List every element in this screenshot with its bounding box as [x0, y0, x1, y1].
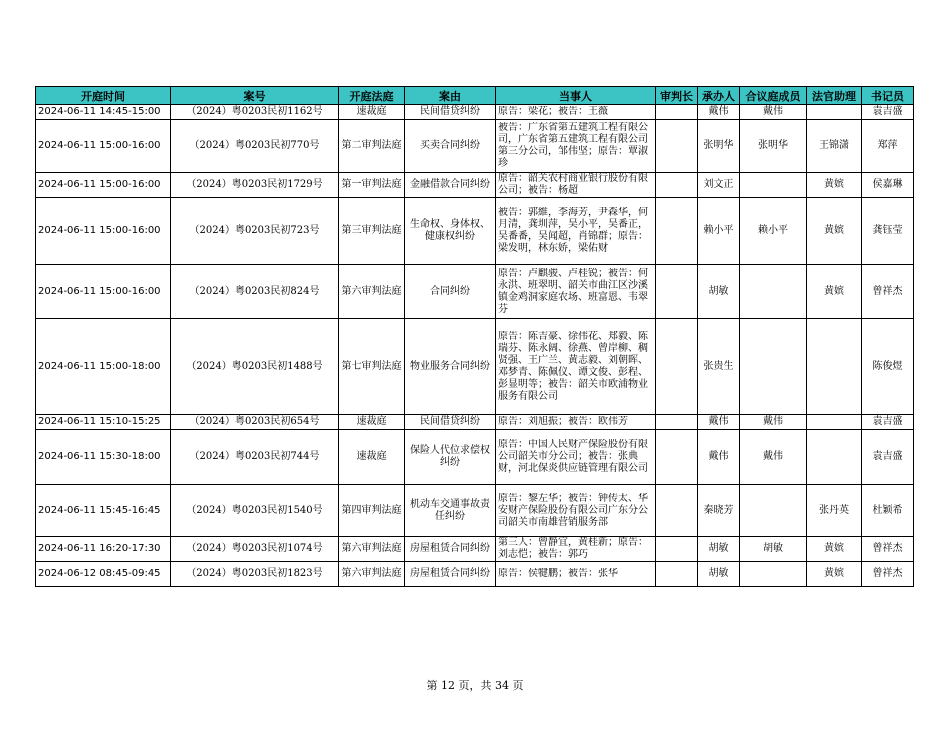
handler-cell: 胡敏 [698, 265, 740, 319]
parties-cell [496, 319, 656, 415]
courtroom-cell: 第三审判法庭 [339, 198, 405, 265]
hearing-time-cell: 2024-06-11 15:45-16:45 [36, 485, 171, 537]
parties-text: 原告：侯犍鹏；被告：张华 [498, 568, 618, 579]
case-number-cell: （2024）粤0203民初1540号 [171, 485, 339, 537]
panel-members-cell [740, 485, 807, 537]
clerk-cell: 曾祥杰 [862, 537, 914, 562]
table-body [36, 105, 914, 587]
parties-cell [496, 537, 656, 562]
clerk-cell: 郑萍 [862, 120, 914, 173]
parties-cell [496, 485, 656, 537]
parties-cell [496, 415, 656, 430]
case-number-cell: （2024）粤0203民初744号 [171, 430, 339, 485]
judge-assistant-cell: 张丹英 [807, 485, 862, 537]
case-number-cell: （2024）粤0203民初723号 [171, 198, 339, 265]
parties-text: 被告：广东省第五建筑工程有限公司，广东省第五建筑工程有限公司第三分公司，邹伟坚；原告：覃淑珍 [498, 122, 648, 169]
panel-members-cell [740, 265, 807, 319]
court-schedule-table [35, 86, 914, 587]
presiding-judge-cell [656, 319, 698, 415]
cause-cell: 生命权、身体权、健康权纠纷 [405, 198, 496, 265]
presiding-judge-cell [656, 537, 698, 562]
judge-assistant-cell: 黄嫔 [807, 562, 862, 587]
table-row [36, 430, 914, 485]
hearing-time-cell: 2024-06-11 15:00-16:00 [36, 120, 171, 173]
parties-text: 原告：刘旭振；被告：欧伟芳 [498, 416, 628, 427]
case-number-cell: （2024）粤0203民初1162号 [171, 105, 339, 120]
header-handler: 承办人 [698, 87, 740, 105]
clerk-cell: 袁吉盛 [862, 415, 914, 430]
courtroom-cell: 第七审判法庭 [339, 319, 405, 415]
handler-cell: 胡敏 [698, 537, 740, 562]
case-number-cell: （2024）粤0203民初1074号 [171, 537, 339, 562]
header-case-number: 案号 [171, 87, 339, 105]
presiding-judge-cell [656, 105, 698, 120]
parties-text: 原告：中国人民财产保险股份有限公司韶关市分公司；被告：张典财，河北保炎供应链管理有限公司 [498, 439, 648, 474]
parties-cell [496, 265, 656, 319]
header-hearing-time: 开庭时间 [36, 87, 171, 105]
table-row [36, 265, 914, 319]
panel-members-cell: 赖小平 [740, 198, 807, 265]
courtroom-cell: 第四审判法庭 [339, 485, 405, 537]
parties-text: 原告：卢麒骏、卢桂锐；被告：何永洪、班翠明、韶关市曲江区沙溪镇金鸡洞家庭农场、班富恩、韦翠芬 [498, 267, 648, 315]
parties-cell [496, 105, 656, 120]
judge-assistant-cell: 黄嫔 [807, 265, 862, 319]
case-number-cell: （2024）粤0203民初770号 [171, 120, 339, 173]
panel-members-cell [740, 562, 807, 587]
judge-assistant-cell [807, 319, 862, 415]
case-number-cell: （2024）粤0203民初654号 [171, 415, 339, 430]
case-number-cell: （2024）粤0203民初824号 [171, 265, 339, 319]
clerk-cell: 曾祥杰 [862, 265, 914, 319]
parties-cell [496, 198, 656, 265]
courtroom-cell: 速裁庭 [339, 105, 405, 120]
table-row [36, 562, 914, 587]
handler-cell: 戴伟 [698, 415, 740, 430]
page-footer: 第 12 页，共 34 页 [426, 679, 524, 692]
table-row [36, 537, 914, 562]
table-row [36, 319, 914, 415]
hearing-time-cell: 2024-06-12 08:45-09:45 [36, 562, 171, 587]
parties-cell [496, 173, 656, 198]
cause-cell: 机动车交通事故责任纠纷 [405, 485, 496, 537]
case-number-cell: （2024）粤0203民初1823号 [171, 562, 339, 587]
presiding-judge-cell [656, 415, 698, 430]
presiding-judge-cell [656, 485, 698, 537]
panel-members-cell: 胡敏 [740, 537, 807, 562]
panel-members-cell [740, 319, 807, 415]
handler-cell: 胡敏 [698, 562, 740, 587]
hearing-time-cell: 2024-06-11 15:00-16:00 [36, 198, 171, 265]
parties-text: 原告：梁花；被告：王薇 [498, 106, 608, 117]
presiding-judge-cell [656, 562, 698, 587]
judge-assistant-cell: 黄嫔 [807, 537, 862, 562]
courtroom-cell: 第二审判法庭 [339, 120, 405, 173]
table-row [36, 485, 914, 537]
clerk-cell: 侯嘉琳 [862, 173, 914, 198]
cause-cell: 物业服务合同纠纷 [405, 319, 496, 415]
parties-cell [496, 430, 656, 485]
cause-cell: 民间借贷纠纷 [405, 105, 496, 120]
table-row [36, 415, 914, 430]
judge-assistant-cell [807, 105, 862, 120]
clerk-cell: 曾祥杰 [862, 562, 914, 587]
panel-members-cell: 张明华 [740, 120, 807, 173]
parties-cell [496, 120, 656, 173]
header-clerk: 书记员 [862, 87, 914, 105]
presiding-judge-cell [656, 430, 698, 485]
panel-members-cell [740, 173, 807, 198]
hearing-time-cell: 2024-06-11 14:45-15:00 [36, 105, 171, 120]
header-courtroom: 开庭法庭 [339, 87, 405, 105]
panel-members-cell: 戴伟 [740, 105, 807, 120]
hearing-time-cell: 2024-06-11 16:20-17:30 [36, 537, 171, 562]
cause-cell: 金融借款合同纠纷 [405, 173, 496, 198]
courtroom-cell: 第六审判法庭 [339, 537, 405, 562]
clerk-cell: 袁吉盛 [862, 105, 914, 120]
clerk-cell: 龚钰莹 [862, 198, 914, 265]
table-row [36, 173, 914, 198]
parties-text: 原告：黎左华；被告：钟传太、华安财产保险股份有限公司广东分公司韶关市南雄营销服务部 [498, 492, 648, 528]
courtroom-cell: 第六审判法庭 [339, 265, 405, 319]
judge-assistant-cell: 王锦潇 [807, 120, 862, 173]
cause-cell: 房屋租赁合同纠纷 [405, 562, 496, 587]
presiding-judge-cell [656, 120, 698, 173]
handler-cell: 张贵生 [698, 319, 740, 415]
hearing-time-cell: 2024-06-11 15:30-18:00 [36, 430, 171, 485]
header-presiding-judge: 审判长 [656, 87, 698, 105]
courtroom-cell: 第一审判法庭 [339, 173, 405, 198]
clerk-cell: 袁吉盛 [862, 430, 914, 485]
courtroom-cell: 速裁庭 [339, 430, 405, 485]
hearing-time-cell: 2024-06-11 15:00-18:00 [36, 319, 171, 415]
judge-assistant-cell [807, 415, 862, 430]
case-number-cell: （2024）粤0203民初1488号 [171, 319, 339, 415]
presiding-judge-cell [656, 173, 698, 198]
header-row [36, 87, 914, 105]
panel-members-cell: 戴伟 [740, 430, 807, 485]
parties-text: 原告：韶关农村商业银行股份有限公司；被告：杨超 [498, 173, 648, 196]
parties-text: 被告：郭維，李海芳，尹森华，何月清，龚圳萍，吴小平，吴番正，吴番番，吴闻超，肖锦群；原告：梁发明，林东娇，梁佑财 [498, 207, 648, 254]
parties-cell [496, 562, 656, 587]
handler-cell: 戴伟 [698, 430, 740, 485]
header-parties: 当事人 [496, 87, 656, 105]
hearing-time-cell: 2024-06-11 15:10-15:25 [36, 415, 171, 430]
courtroom-cell: 第六审判法庭 [339, 562, 405, 587]
courtroom-cell: 速裁庭 [339, 415, 405, 430]
hearing-time-cell: 2024-06-11 15:00-16:00 [36, 265, 171, 319]
presiding-judge-cell [656, 265, 698, 319]
case-number-cell: （2024）粤0203民初1729号 [171, 173, 339, 198]
table-row [36, 105, 914, 120]
parties-text: 原告：陈吉豪、徐伟花、郑毅、陈瑞芬、陈永阔、徐燕、曾岸柳、稠贤强、王广兰、黄志毅、刘朝晖、邓梦青、陈佩仪、谭文俊、彭程、彭显明等；被告：韶关市欧浦物业服务有限公司 [498, 330, 648, 402]
judge-assistant-cell [807, 430, 862, 485]
table-row [36, 120, 914, 173]
clerk-cell: 杜颖希 [862, 485, 914, 537]
presiding-judge-cell [656, 198, 698, 265]
panel-members-cell: 戴伟 [740, 415, 807, 430]
handler-cell: 赖小平 [698, 198, 740, 265]
judge-assistant-cell: 黄嫔 [807, 198, 862, 265]
cause-cell: 保险人代位求偿权纠纷 [405, 430, 496, 485]
judge-assistant-cell: 黄嫔 [807, 173, 862, 198]
table-row [36, 198, 914, 265]
handler-cell: 秦晓芳 [698, 485, 740, 537]
handler-cell: 戴伟 [698, 105, 740, 120]
header-panel-members: 合议庭成员 [740, 87, 807, 105]
hearing-time-cell: 2024-06-11 15:00-16:00 [36, 173, 171, 198]
handler-cell: 张明华 [698, 120, 740, 173]
header-cause: 案由 [405, 87, 496, 105]
cause-cell: 合同纠纷 [405, 265, 496, 319]
clerk-cell: 陈俊煜 [862, 319, 914, 415]
cause-cell: 房屋租赁合同纠纷 [405, 537, 496, 562]
header-judge-assistant: 法官助理 [807, 87, 862, 105]
cause-cell: 买卖合同纠纷 [405, 120, 496, 173]
handler-cell: 刘文正 [698, 173, 740, 198]
parties-text: 第三人：曾静宜，黄桂新；原告：刘志恺；被告：郭巧 [498, 537, 648, 560]
cause-cell: 民间借贷纠纷 [405, 415, 496, 430]
